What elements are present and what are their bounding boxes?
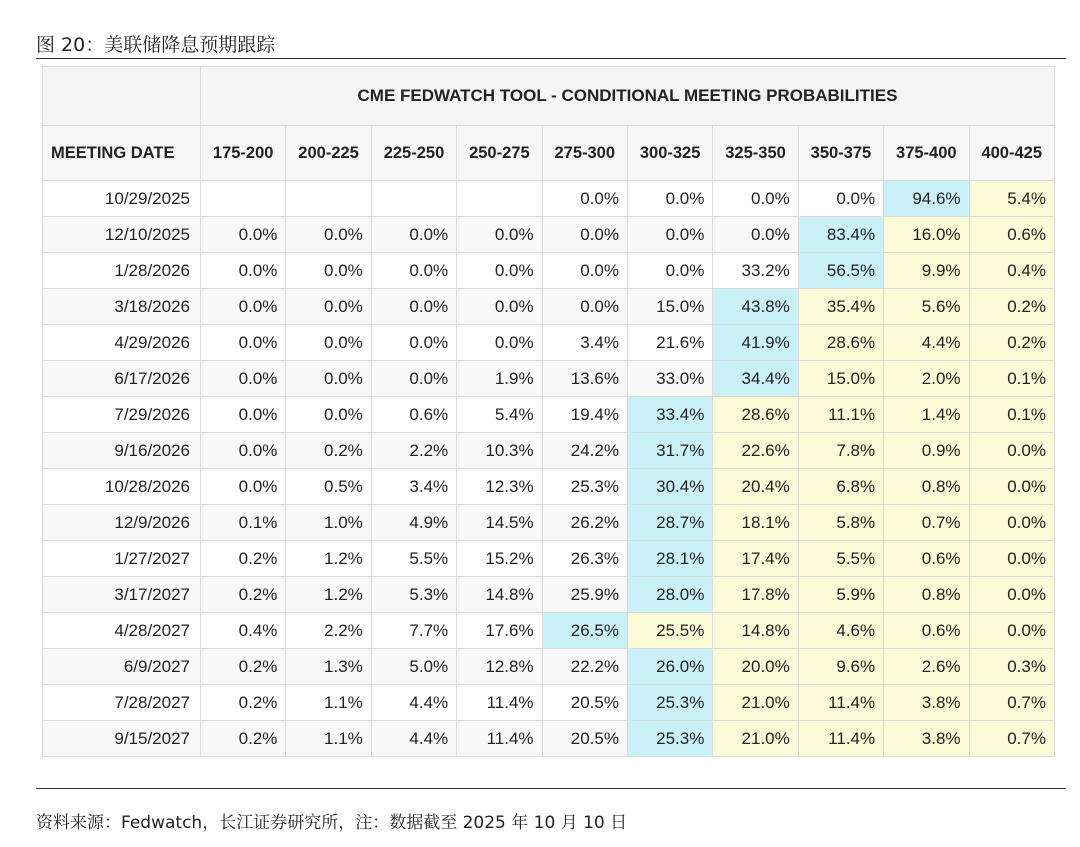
probability-cell: 11.4% bbox=[457, 685, 542, 721]
probability-cell: 21.6% bbox=[627, 325, 712, 361]
probability-cell: 0.0% bbox=[286, 361, 371, 397]
probability-cell: 0.2% bbox=[201, 577, 286, 613]
table-row bbox=[43, 289, 1055, 325]
fedwatch-probability-table bbox=[42, 66, 1055, 757]
probability-cell: 0.0% bbox=[542, 289, 627, 325]
source-note: 资料来源：Fedwatch，长江证券研究所，注：数据截至 2025 年 10 月 10 日 bbox=[36, 813, 628, 833]
probability-cell: 14.8% bbox=[457, 577, 542, 613]
table-row bbox=[43, 685, 1055, 721]
meeting-date-cell: 10/29/2025 bbox=[43, 181, 201, 217]
probability-cell: 0.0% bbox=[542, 253, 627, 289]
probability-cell: 26.5% bbox=[542, 613, 627, 649]
rate-range-header: 300-325 bbox=[627, 126, 712, 181]
table-row bbox=[43, 325, 1055, 361]
probability-cell: 0.0% bbox=[201, 325, 286, 361]
probability-cell: 5.6% bbox=[884, 289, 969, 325]
probability-cell: 0.6% bbox=[884, 541, 969, 577]
rate-range-header: 200-225 bbox=[286, 126, 371, 181]
meeting-date-cell: 3/18/2026 bbox=[43, 289, 201, 325]
probability-cell: 11.1% bbox=[798, 397, 883, 433]
probability-cell: 0.7% bbox=[969, 721, 1054, 757]
probability-cell: 17.6% bbox=[457, 613, 542, 649]
probability-cell: 17.4% bbox=[713, 541, 798, 577]
probability-cell: 0.7% bbox=[969, 685, 1054, 721]
probability-cell: 20.5% bbox=[542, 685, 627, 721]
probability-cell: 5.5% bbox=[798, 541, 883, 577]
probability-cell: 1.4% bbox=[884, 397, 969, 433]
probability-table-container bbox=[42, 66, 1054, 776]
probability-cell: 0.6% bbox=[371, 397, 456, 433]
rate-range-header: 350-375 bbox=[798, 126, 883, 181]
meeting-date-cell: 7/29/2026 bbox=[43, 397, 201, 433]
probability-cell: 25.3% bbox=[627, 721, 712, 757]
probability-cell: 1.0% bbox=[286, 505, 371, 541]
probability-cell: 11.4% bbox=[798, 685, 883, 721]
probability-cell: 28.6% bbox=[713, 397, 798, 433]
probability-cell: 0.0% bbox=[201, 397, 286, 433]
probability-cell: 0.8% bbox=[884, 577, 969, 613]
bottom-rule bbox=[36, 788, 1066, 789]
probability-cell: 0.0% bbox=[286, 325, 371, 361]
probability-cell: 3.8% bbox=[884, 721, 969, 757]
probability-cell: 20.0% bbox=[713, 649, 798, 685]
meeting-date-cell: 9/15/2027 bbox=[43, 721, 201, 757]
probability-cell: 1.1% bbox=[286, 721, 371, 757]
probability-cell: 6.8% bbox=[798, 469, 883, 505]
top-rule bbox=[36, 58, 1066, 59]
probability-cell bbox=[457, 181, 542, 217]
column-header-row bbox=[43, 126, 1055, 181]
probability-cell: 33.0% bbox=[627, 361, 712, 397]
meeting-date-cell: 6/17/2026 bbox=[43, 361, 201, 397]
probability-cell: 94.6% bbox=[884, 181, 969, 217]
probability-cell: 0.0% bbox=[457, 325, 542, 361]
probability-cell: 0.0% bbox=[457, 253, 542, 289]
probability-cell: 0.0% bbox=[201, 217, 286, 253]
probability-cell bbox=[201, 181, 286, 217]
probability-cell: 34.4% bbox=[713, 361, 798, 397]
probability-cell: 0.9% bbox=[884, 433, 969, 469]
probability-cell: 0.0% bbox=[627, 253, 712, 289]
probability-cell: 0.0% bbox=[286, 397, 371, 433]
probability-cell: 0.0% bbox=[542, 217, 627, 253]
probability-cell: 0.0% bbox=[713, 181, 798, 217]
probability-cell: 5.0% bbox=[371, 649, 456, 685]
probability-cell: 1.2% bbox=[286, 577, 371, 613]
probability-cell: 0.0% bbox=[371, 217, 456, 253]
probability-cell: 4.4% bbox=[884, 325, 969, 361]
probability-cell: 5.9% bbox=[798, 577, 883, 613]
probability-cell: 15.0% bbox=[798, 361, 883, 397]
probability-cell: 0.0% bbox=[371, 361, 456, 397]
probability-cell: 2.2% bbox=[371, 433, 456, 469]
probability-cell: 3.4% bbox=[371, 469, 456, 505]
table-row bbox=[43, 649, 1055, 685]
probability-cell: 0.0% bbox=[627, 217, 712, 253]
probability-cell: 0.0% bbox=[969, 505, 1054, 541]
probability-cell: 4.6% bbox=[798, 613, 883, 649]
table-row bbox=[43, 505, 1055, 541]
meeting-date-cell: 3/17/2027 bbox=[43, 577, 201, 613]
probability-cell: 0.5% bbox=[286, 469, 371, 505]
probability-cell: 5.3% bbox=[371, 577, 456, 613]
meeting-date-cell: 12/9/2026 bbox=[43, 505, 201, 541]
meeting-date-cell: 6/9/2027 bbox=[43, 649, 201, 685]
table-row bbox=[43, 361, 1055, 397]
probability-cell: 33.2% bbox=[713, 253, 798, 289]
probability-cell: 25.5% bbox=[627, 613, 712, 649]
rate-range-header: 325-350 bbox=[713, 126, 798, 181]
probability-cell: 28.7% bbox=[627, 505, 712, 541]
meeting-date-cell: 7/28/2027 bbox=[43, 685, 201, 721]
probability-cell: 28.1% bbox=[627, 541, 712, 577]
probability-cell: 5.4% bbox=[457, 397, 542, 433]
probability-cell: 0.0% bbox=[286, 253, 371, 289]
probability-cell: 12.8% bbox=[457, 649, 542, 685]
meeting-date-cell: 12/10/2025 bbox=[43, 217, 201, 253]
table-row bbox=[43, 613, 1055, 649]
probability-cell: 2.6% bbox=[884, 649, 969, 685]
probability-cell: 0.3% bbox=[969, 649, 1054, 685]
table-body bbox=[43, 181, 1055, 757]
probability-cell: 7.7% bbox=[371, 613, 456, 649]
probability-cell: 31.7% bbox=[627, 433, 712, 469]
table-row bbox=[43, 721, 1055, 757]
probability-cell: 0.0% bbox=[457, 289, 542, 325]
probability-cell: 26.3% bbox=[542, 541, 627, 577]
probability-cell bbox=[371, 181, 456, 217]
probability-cell: 9.6% bbox=[798, 649, 883, 685]
meeting-date-cell: 4/28/2027 bbox=[43, 613, 201, 649]
probability-cell: 0.2% bbox=[969, 289, 1054, 325]
probability-cell: 1.2% bbox=[286, 541, 371, 577]
probability-cell: 3.8% bbox=[884, 685, 969, 721]
probability-cell: 19.4% bbox=[542, 397, 627, 433]
probability-cell: 0.0% bbox=[201, 253, 286, 289]
probability-cell: 0.0% bbox=[201, 361, 286, 397]
probability-cell: 0.2% bbox=[201, 721, 286, 757]
probability-cell: 15.2% bbox=[457, 541, 542, 577]
probability-cell: 0.0% bbox=[201, 289, 286, 325]
figure-title: 图 20：美联储降息预期跟踪 bbox=[36, 34, 276, 56]
rate-range-header: 225-250 bbox=[371, 126, 456, 181]
probability-cell: 0.6% bbox=[969, 217, 1054, 253]
meeting-date-cell: 10/28/2026 bbox=[43, 469, 201, 505]
table-row bbox=[43, 397, 1055, 433]
probability-cell: 28.6% bbox=[798, 325, 883, 361]
probability-cell: 5.4% bbox=[969, 181, 1054, 217]
probability-cell: 11.4% bbox=[457, 721, 542, 757]
probability-cell: 0.2% bbox=[286, 433, 371, 469]
probability-cell: 10.3% bbox=[457, 433, 542, 469]
table-row bbox=[43, 577, 1055, 613]
probability-cell: 21.0% bbox=[713, 685, 798, 721]
probability-cell: 0.8% bbox=[884, 469, 969, 505]
rate-range-header: 375-400 bbox=[884, 126, 969, 181]
meeting-date-header: MEETING DATE bbox=[43, 126, 201, 181]
probability-cell: 22.2% bbox=[542, 649, 627, 685]
probability-cell: 25.9% bbox=[542, 577, 627, 613]
probability-cell: 0.0% bbox=[969, 613, 1054, 649]
probability-cell: 16.0% bbox=[884, 217, 969, 253]
probability-cell: 0.0% bbox=[798, 181, 883, 217]
probability-cell: 0.2% bbox=[201, 685, 286, 721]
probability-cell: 0.0% bbox=[969, 541, 1054, 577]
probability-cell: 11.4% bbox=[798, 721, 883, 757]
probability-cell: 3.4% bbox=[542, 325, 627, 361]
probability-cell: 33.4% bbox=[627, 397, 712, 433]
meeting-date-cell: 1/27/2027 bbox=[43, 541, 201, 577]
probability-cell: 4.4% bbox=[371, 685, 456, 721]
probability-cell: 0.0% bbox=[201, 469, 286, 505]
probability-cell: 2.2% bbox=[286, 613, 371, 649]
probability-cell: 0.0% bbox=[969, 433, 1054, 469]
probability-cell bbox=[286, 181, 371, 217]
probability-cell: 0.0% bbox=[286, 289, 371, 325]
probability-cell: 0.1% bbox=[201, 505, 286, 541]
probability-cell: 0.0% bbox=[457, 217, 542, 253]
table-row bbox=[43, 181, 1055, 217]
probability-cell: 25.3% bbox=[542, 469, 627, 505]
probability-cell: 0.2% bbox=[201, 649, 286, 685]
probability-cell: 0.7% bbox=[884, 505, 969, 541]
meeting-date-cell: 9/16/2026 bbox=[43, 433, 201, 469]
probability-cell: 25.3% bbox=[627, 685, 712, 721]
table-row bbox=[43, 217, 1055, 253]
probability-cell: 0.0% bbox=[713, 217, 798, 253]
probability-cell: 21.0% bbox=[713, 721, 798, 757]
rate-range-header: 400-425 bbox=[969, 126, 1054, 181]
probability-cell: 5.8% bbox=[798, 505, 883, 541]
probability-cell: 56.5% bbox=[798, 253, 883, 289]
probability-cell: 28.0% bbox=[627, 577, 712, 613]
probability-cell: 4.4% bbox=[371, 721, 456, 757]
probability-cell: 26.2% bbox=[542, 505, 627, 541]
meeting-date-cell: 1/28/2026 bbox=[43, 253, 201, 289]
table-title: CME FEDWATCH TOOL - CONDITIONAL MEETING PROBABILITIES bbox=[201, 67, 1055, 126]
probability-cell: 30.4% bbox=[627, 469, 712, 505]
probability-cell: 15.0% bbox=[627, 289, 712, 325]
probability-cell: 2.0% bbox=[884, 361, 969, 397]
probability-cell: 20.5% bbox=[542, 721, 627, 757]
probability-cell: 0.2% bbox=[969, 325, 1054, 361]
rate-range-header: 275-300 bbox=[542, 126, 627, 181]
rate-range-header: 175-200 bbox=[201, 126, 286, 181]
probability-cell: 0.0% bbox=[286, 217, 371, 253]
probability-cell: 0.0% bbox=[371, 325, 456, 361]
probability-cell: 0.0% bbox=[627, 181, 712, 217]
probability-cell: 14.8% bbox=[713, 613, 798, 649]
probability-cell: 0.0% bbox=[542, 181, 627, 217]
rate-range-header: 250-275 bbox=[457, 126, 542, 181]
probability-cell: 43.8% bbox=[713, 289, 798, 325]
probability-cell: 24.2% bbox=[542, 433, 627, 469]
probability-cell: 0.4% bbox=[969, 253, 1054, 289]
table-corner-cell bbox=[43, 67, 201, 126]
probability-cell: 0.0% bbox=[201, 433, 286, 469]
probability-cell: 0.1% bbox=[969, 361, 1054, 397]
probability-cell: 41.9% bbox=[713, 325, 798, 361]
meeting-date-cell: 4/29/2026 bbox=[43, 325, 201, 361]
probability-cell: 0.2% bbox=[201, 541, 286, 577]
probability-cell: 0.1% bbox=[969, 397, 1054, 433]
probability-cell: 0.0% bbox=[969, 469, 1054, 505]
probability-cell: 14.5% bbox=[457, 505, 542, 541]
probability-cell: 5.5% bbox=[371, 541, 456, 577]
probability-cell: 1.3% bbox=[286, 649, 371, 685]
table-row bbox=[43, 433, 1055, 469]
probability-cell: 13.6% bbox=[542, 361, 627, 397]
probability-cell: 0.4% bbox=[201, 613, 286, 649]
probability-cell: 18.1% bbox=[713, 505, 798, 541]
table-row bbox=[43, 253, 1055, 289]
probability-cell: 20.4% bbox=[713, 469, 798, 505]
table-row bbox=[43, 541, 1055, 577]
probability-cell: 4.9% bbox=[371, 505, 456, 541]
probability-cell: 83.4% bbox=[798, 217, 883, 253]
probability-cell: 35.4% bbox=[798, 289, 883, 325]
probability-cell: 22.6% bbox=[713, 433, 798, 469]
probability-cell: 26.0% bbox=[627, 649, 712, 685]
table-row bbox=[43, 469, 1055, 505]
probability-cell: 1.9% bbox=[457, 361, 542, 397]
probability-cell: 0.0% bbox=[969, 577, 1054, 613]
probability-cell: 9.9% bbox=[884, 253, 969, 289]
probability-cell: 0.0% bbox=[371, 253, 456, 289]
probability-cell: 0.6% bbox=[884, 613, 969, 649]
probability-cell: 7.8% bbox=[798, 433, 883, 469]
probability-cell: 17.8% bbox=[713, 577, 798, 613]
probability-cell: 1.1% bbox=[286, 685, 371, 721]
probability-cell: 12.3% bbox=[457, 469, 542, 505]
probability-cell: 0.0% bbox=[371, 289, 456, 325]
